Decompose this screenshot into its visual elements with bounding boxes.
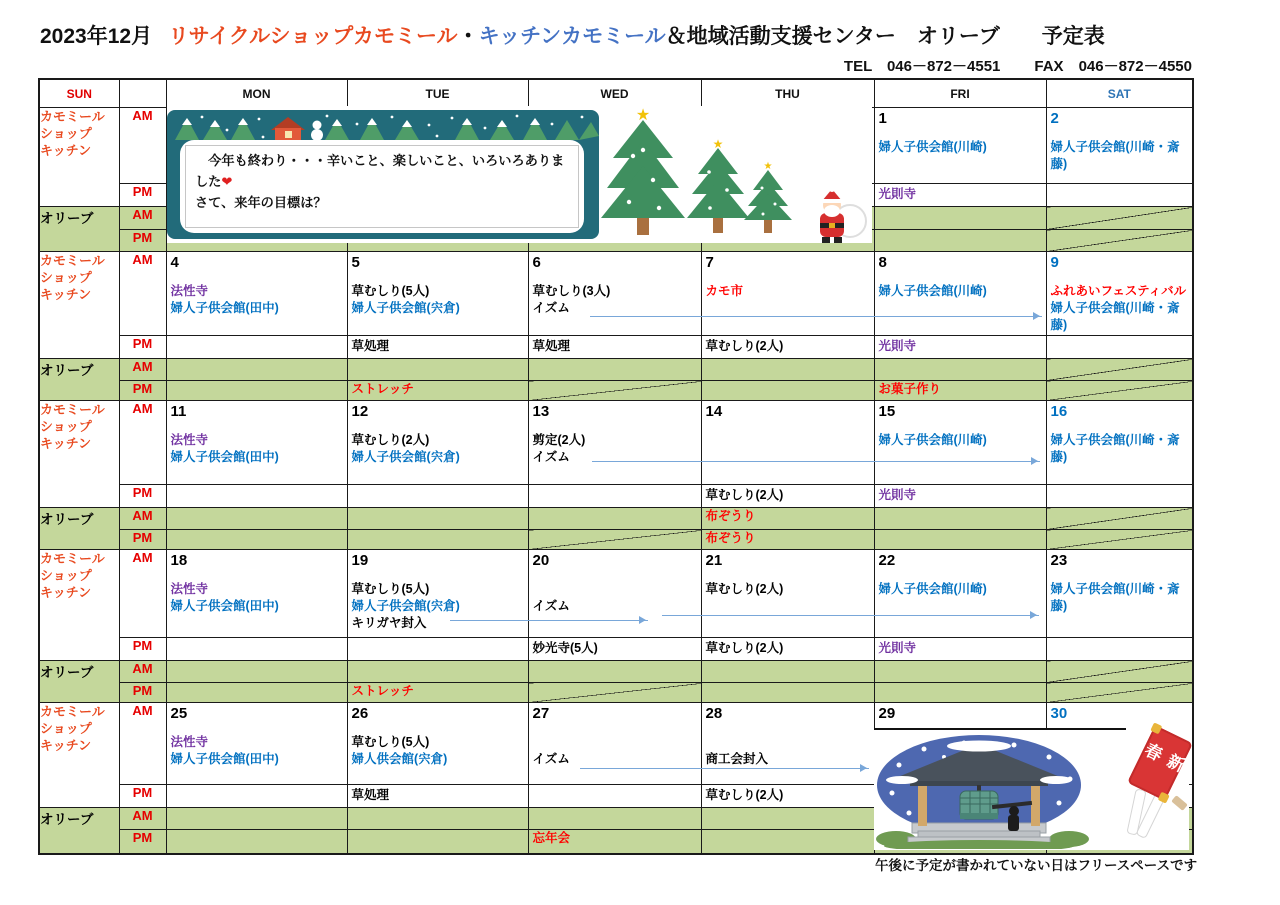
svg-text:★: ★ [712, 137, 724, 151]
cell-w5-wed-olive-am [528, 808, 701, 830]
cell-w2-fri-pm [874, 336, 1046, 359]
cell-w3-thu-olive-am [701, 508, 874, 530]
event-text: 草むしり(2人) [705, 788, 784, 802]
cell-w4-sat-am [1046, 550, 1193, 638]
heart-icon: ❤ [221, 174, 233, 189]
cell-w3-thu-pm [701, 485, 874, 508]
cell-w5-mon-olive-am [166, 808, 347, 830]
cell-w5-tue-pm [347, 785, 528, 808]
event-text: キリガヤ封入 [351, 616, 427, 630]
cell-w2-sat-olive-pm [1046, 381, 1193, 401]
event-text: 草むしり(3人) [532, 284, 611, 298]
ampm-label: AM [119, 252, 166, 336]
cell-w2-mon-pm [166, 336, 347, 359]
cell-w4-sat-olive-pm [1046, 683, 1193, 703]
cell-w4-mon-olive-am [166, 661, 347, 683]
ampm-label: AM [119, 550, 166, 638]
cell-w2-mon-olive-pm [166, 381, 347, 401]
schedule-arrow-week4a [450, 620, 648, 621]
day-number: 20 [532, 552, 550, 569]
title-month: 2023年12月 [40, 25, 153, 48]
row-label-olive: オリーブ [39, 808, 119, 854]
day-number: 18 [170, 552, 188, 569]
cell-w2-mon-am [166, 252, 347, 336]
event-text: 光則寺 [878, 187, 917, 201]
event-text: 婦人子供会館(田中) [170, 599, 279, 613]
row-label-olive: オリーブ [39, 359, 119, 401]
cell-w2-mon-olive-am [166, 359, 347, 381]
event-text: イズム [532, 301, 570, 315]
christmas-trees-santa-illustration [597, 106, 872, 243]
svg-text:★: ★ [635, 107, 651, 124]
event-text: イズム [532, 450, 570, 464]
cell-w5-wed-olive-pm [528, 830, 701, 854]
ampm-label: PM [119, 184, 166, 207]
event-text: 草むしり(5人) [351, 582, 430, 596]
event-text: 婦人子供会館(川崎・斎藤) [1050, 140, 1180, 171]
day-number: 28 [705, 705, 723, 722]
cell-w3-mon-pm [166, 485, 347, 508]
cell-divider-line [874, 728, 1126, 730]
ampm-label: PM [119, 530, 166, 550]
header-tue: TUE [347, 79, 528, 108]
event-text: 妙光寺(5人) [532, 641, 598, 655]
cell-w2-tue-am [347, 252, 528, 336]
event-text: 布ぞうり [705, 509, 756, 523]
cell-w2-wed-pm [528, 336, 701, 359]
cell-w2-tue-pm [347, 336, 528, 359]
cell-w5-thu-olive-pm [701, 830, 874, 854]
cell-w3-wed-am [528, 401, 701, 485]
cell-w4-mon-am [166, 550, 347, 638]
day-number: 19 [351, 552, 369, 569]
cell-w4-wed-pm [528, 638, 701, 661]
cell-w2-thu-olive-am [701, 359, 874, 381]
event-text: 光則寺 [878, 488, 917, 502]
row-label-olive: オリーブ [39, 661, 119, 703]
event-text: イズム [532, 752, 570, 766]
event-text: 草処理 [351, 788, 390, 802]
santa-illustration [820, 186, 866, 243]
event-text: 草処理 [351, 339, 390, 353]
event-text [702, 734, 874, 751]
day-number: 8 [878, 254, 887, 271]
event-text: ふれあいフェスティバル [1050, 284, 1187, 298]
cell-w5-wed-am [528, 703, 701, 785]
cell-w4-tue-am [347, 550, 528, 638]
cell-w3-wed-pm [528, 485, 701, 508]
ampm-label: PM [119, 638, 166, 661]
row-label-chamomile: カモミール ショップ キッチン [39, 550, 119, 661]
event-text: 剪定(2人) [532, 433, 586, 447]
cell-w3-thu-olive-pm [701, 530, 874, 550]
cell-w1-sat-olive-am [1046, 207, 1193, 230]
cell-w3-sat-olive-am [1046, 508, 1193, 530]
day-number: 5 [351, 254, 360, 271]
cell-w3-mon-olive-am [166, 508, 347, 530]
cell-w2-thu-am [701, 252, 874, 336]
ampm-label: AM [119, 401, 166, 485]
cell-w3-mon-olive-pm [166, 530, 347, 550]
event-text: 婦人子供会館(川崎・斎藤) [1050, 582, 1180, 613]
event-text: 商工会封入 [705, 752, 769, 766]
day-number: 23 [1050, 552, 1068, 569]
cell-w3-fri-pm [874, 485, 1046, 508]
cell-w3-sat-olive-pm [1046, 530, 1193, 550]
cell-w5-thu-am [701, 703, 874, 785]
footer-note: 午後に予定が書かれていない日はフリースペースです [875, 858, 1198, 873]
event-text: 草むしり(2人) [705, 339, 784, 353]
cell-w4-fri-pm [874, 638, 1046, 661]
header-wed: WED [528, 79, 701, 108]
cell-w2-wed-olive-pm [528, 381, 701, 401]
event-text: 婦人子供会館(川崎) [878, 433, 987, 447]
header-mon: MON [166, 79, 347, 108]
kite-text: 新春 [1138, 738, 1187, 776]
row-label-chamomile: カモミール ショップ キッチン [39, 108, 119, 207]
cell-w4-wed-am [528, 550, 701, 638]
day-number: 22 [878, 552, 896, 569]
event-text: 光則寺 [878, 641, 917, 655]
event-text: 婦人子供会館(宍倉) [351, 450, 460, 464]
event-text: 草処理 [532, 339, 571, 353]
event-text: 草むしり(2人) [705, 582, 784, 596]
contact-line [38, 55, 1192, 76]
cell-w2-wed-olive-am [528, 359, 701, 381]
greeting-line-2: さて、来年の目標は？ [195, 195, 327, 210]
cell-w5-mon-olive-pm [166, 830, 347, 854]
kite-stick [1171, 795, 1188, 811]
day-number: 12 [351, 403, 369, 420]
cell-w5-thu-pm [701, 785, 874, 808]
svg-text:★: ★ [763, 161, 773, 172]
event-text: ストレッチ [351, 382, 414, 396]
cell-w2-wed-am [528, 252, 701, 336]
event-text: 布ぞうり [705, 531, 756, 545]
day-number: 9 [1050, 254, 1059, 271]
event-text: 草むしり(2人) [705, 488, 784, 502]
row-label-olive: オリーブ [39, 207, 119, 252]
event-text: 忘年会 [532, 831, 571, 845]
cell-w3-sat-pm [1046, 485, 1193, 508]
greeting-line-1: 今年も終わり・・・辛いこと、楽しいこと、いろいろありました [195, 153, 565, 189]
cell-w3-fri-olive-am [874, 508, 1046, 530]
cell-w2-sat-olive-am [1046, 359, 1193, 381]
event-text: 法性寺 [170, 284, 209, 298]
cell-w4-tue-olive-pm [347, 683, 528, 703]
day-number: 27 [532, 705, 550, 722]
cell-w4-sat-pm [1046, 638, 1193, 661]
day-number: 2 [1050, 110, 1059, 127]
schedule-arrow-week5 [580, 768, 869, 769]
row-label-chamomile: カモミール ショップ キッチン [39, 252, 119, 359]
event-text: イズム [532, 599, 570, 613]
header-sun: SUN [39, 79, 119, 108]
newyear-decoration-block [874, 729, 1189, 850]
cell-w5-wed-pm [528, 785, 701, 808]
cell-w3-fri-olive-pm [874, 530, 1046, 550]
cell-w4-wed-olive-am [528, 661, 701, 683]
page-title [40, 20, 1105, 50]
temple-bell-illustration [874, 731, 1094, 849]
cell-w5-mon-pm [166, 785, 347, 808]
day-number: 6 [532, 254, 541, 271]
ampm-label: AM [119, 703, 166, 785]
ampm-label: AM [119, 808, 166, 830]
schedule-arrow-week3 [592, 461, 1040, 462]
cell-w4-fri-olive-pm [874, 683, 1046, 703]
day-number: 14 [705, 403, 723, 420]
ampm-label: PM [119, 336, 166, 359]
day-number: 25 [170, 705, 188, 722]
event-text: 草むしり(2人) [705, 641, 784, 655]
row-label-chamomile: カモミール ショップ キッチン [39, 703, 119, 808]
cell-w5-thu-olive-am [701, 808, 874, 830]
event-text: 婦人供会館(宍倉) [351, 752, 448, 766]
cell-w5-tue-am [347, 703, 528, 785]
event-text: 婦人子供会館(田中) [170, 450, 279, 464]
ampm-label: PM [119, 230, 166, 252]
schedule-arrow-week4b [662, 615, 1039, 616]
fax-number: FAX 046－872－4550 [1034, 58, 1192, 75]
title-dot: ・ [457, 25, 479, 48]
event-text: 婦人子供会館(川崎) [878, 284, 987, 298]
cell-w3-tue-pm [347, 485, 528, 508]
event-text: 法性寺 [170, 582, 209, 596]
cell-w2-sat-pm [1046, 336, 1193, 359]
header-spacer [119, 79, 166, 108]
cell-w5-mon-am [166, 703, 347, 785]
cell-w3-tue-olive-am [347, 508, 528, 530]
day-number: 1 [878, 110, 887, 127]
ampm-label: AM [119, 207, 166, 230]
cell-w1-fri-pm [874, 184, 1046, 207]
christmas-decoration-block [167, 106, 872, 243]
cell-w2-thu-pm [701, 336, 874, 359]
ampm-label: PM [119, 381, 166, 401]
cell-w4-fri-olive-am [874, 661, 1046, 683]
event-text: 婦人子供会館(宍倉) [351, 599, 460, 613]
event-text: 婦人子供会館(宍倉) [351, 301, 460, 315]
cell-w1-fri-am [874, 108, 1046, 184]
ampm-label: AM [119, 108, 166, 184]
newyear-kite [1109, 729, 1189, 847]
cell-w4-thu-olive-pm [701, 683, 874, 703]
cell-w1-sat-olive-pm [1046, 230, 1193, 252]
row-label-olive: オリーブ [39, 508, 119, 550]
greeting-banner [167, 110, 599, 239]
cell-w4-thu-olive-am [701, 661, 874, 683]
tel-number: TEL 046－872－4551 [843, 58, 1001, 75]
cell-w5-tue-olive-pm [347, 830, 528, 854]
cell-w4-tue-olive-am [347, 661, 528, 683]
day-number: 26 [351, 705, 369, 722]
cell-w5-tue-olive-am [347, 808, 528, 830]
cell-w3-tue-olive-pm [347, 530, 528, 550]
event-text: 婦人子供会館(田中) [170, 301, 279, 315]
event-text: 婦人子供会館(川崎) [878, 582, 987, 596]
cell-w4-tue-pm [347, 638, 528, 661]
cell-w4-mon-pm [166, 638, 347, 661]
ampm-label: AM [119, 661, 166, 683]
cell-w1-sat-pm [1046, 184, 1193, 207]
cell-w1-sat-am [1046, 108, 1193, 184]
ampm-label: AM [119, 359, 166, 381]
cell-w4-thu-am [701, 550, 874, 638]
ampm-label: PM [119, 485, 166, 508]
cell-w2-tue-olive-am [347, 359, 528, 381]
cell-w2-fri-am [874, 252, 1046, 336]
ampm-label: PM [119, 785, 166, 808]
ampm-label: PM [119, 683, 166, 703]
event-text: ストレッチ [351, 684, 414, 698]
event-text: 婦人子供会館(川崎) [878, 140, 987, 154]
header-thu: THU [701, 79, 874, 108]
day-number: 7 [705, 254, 714, 271]
ampm-label: PM [119, 830, 166, 854]
day-number: 21 [705, 552, 723, 569]
cell-w3-fri-am [874, 401, 1046, 485]
cell-w3-wed-olive-pm [528, 530, 701, 550]
cell-w4-fri-am [874, 550, 1046, 638]
event-text: 法性寺 [170, 433, 209, 447]
cell-w3-mon-am [166, 401, 347, 485]
cell-w2-tue-olive-pm [347, 381, 528, 401]
event-text: 婦人子供会館(川崎・斎藤) [1050, 301, 1180, 332]
cell-w2-thu-olive-pm [701, 381, 874, 401]
greeting-text [195, 150, 576, 213]
snow-trees-strip-illustration [167, 112, 599, 142]
day-number: 29 [878, 705, 896, 722]
cell-w4-sat-olive-am [1046, 661, 1193, 683]
event-text: 法性寺 [170, 735, 209, 749]
event-text [529, 581, 701, 598]
ampm-label: AM [119, 508, 166, 530]
event-text [529, 734, 701, 751]
title-rest: ＆地域活動支援センター オリーブ 予定表 [665, 25, 1105, 48]
day-number: 16 [1050, 403, 1068, 420]
day-number: 4 [170, 254, 179, 271]
cell-w4-mon-olive-pm [166, 683, 347, 703]
day-number: 30 [1050, 705, 1068, 722]
header-sat: SAT [1046, 79, 1193, 108]
cell-w4-thu-pm [701, 638, 874, 661]
cell-w4-wed-olive-pm [528, 683, 701, 703]
event-text: 草むしり(5人) [351, 735, 430, 749]
cell-w3-tue-am [347, 401, 528, 485]
header-fri: FRI [874, 79, 1046, 108]
event-text: カモ市 [705, 284, 744, 298]
day-number: 11 [170, 403, 187, 420]
speech-bubble [180, 140, 584, 233]
cell-w3-wed-olive-am [528, 508, 701, 530]
event-text: 草むしり(2人) [351, 433, 430, 447]
event-text: 婦人子供会館(川崎・斎藤) [1050, 433, 1180, 464]
day-number: 13 [532, 403, 550, 420]
event-text: 光則寺 [878, 339, 917, 353]
cell-w3-sat-am [1046, 401, 1193, 485]
row-label-chamomile: カモミール ショップ キッチン [39, 401, 119, 508]
cell-w2-sat-am [1046, 252, 1193, 336]
cell-w1-fri-olive-pm [874, 230, 1046, 252]
schedule-arrow-week2 [590, 316, 1042, 317]
cell-w1-fri-olive-am [874, 207, 1046, 230]
cell-w2-fri-olive-am [874, 359, 1046, 381]
event-text: 草むしり(5人) [351, 284, 430, 298]
title-kitchen-name: キッチンカモミール [478, 25, 666, 48]
event-text: 婦人子供会館(田中) [170, 752, 279, 766]
day-number: 15 [878, 403, 896, 420]
event-text: お菓子作り [878, 382, 942, 396]
cell-w3-thu-am [701, 401, 874, 485]
title-shop-name: リサイクルショップカモミール [168, 25, 458, 48]
cell-w2-fri-olive-pm [874, 381, 1046, 401]
